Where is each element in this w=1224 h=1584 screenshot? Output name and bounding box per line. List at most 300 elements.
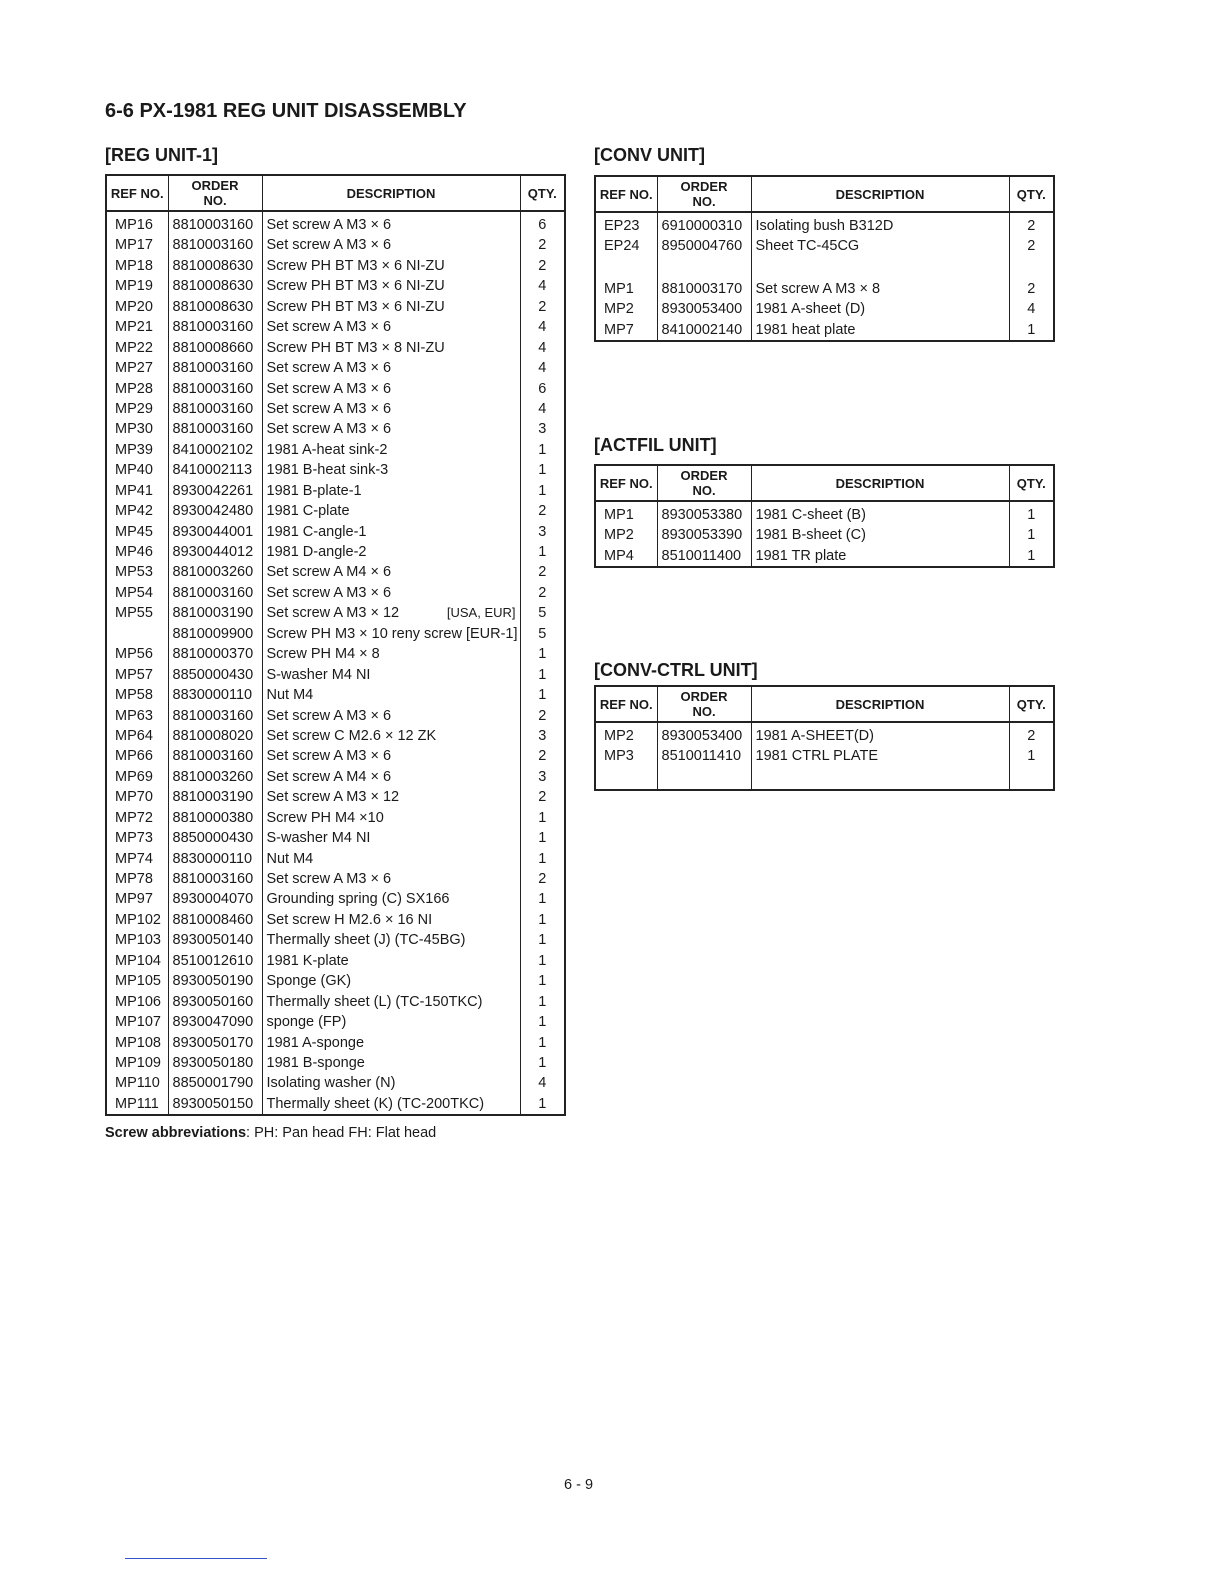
actfil-unit-table [594,464,1055,568]
order-no-header: ORDER NO. [657,176,751,212]
description-header: DESCRIPTION [262,175,520,211]
ref-no-cell: MP58 [106,685,168,705]
description-cell: Nut M4 [262,685,520,705]
table-row [106,235,565,255]
ref-no-cell: MP73 [106,828,168,848]
table-row [106,297,565,317]
description-cell: 1981 C-angle-1 [262,522,520,542]
description-cell: Screw PH M3 × 10 reny screw [EUR-1] [262,624,520,644]
table-row [595,501,1054,525]
screw-note-label: Screw abbreviations [105,1125,247,1141]
order-no-cell: 8930044001 [168,522,262,542]
table-row [106,849,565,869]
order-no-cell: 8810003160 [168,399,262,419]
ref-no-cell: MP3 [595,746,657,766]
table-row [106,603,565,623]
table-row [595,746,1054,766]
order-no-cell: 8410002113 [168,460,262,480]
ref-no-cell: MP40 [106,460,168,480]
table-row [595,279,1054,299]
table-row [106,583,565,603]
description-cell: 1981 heat plate [751,320,1009,341]
table-header [595,176,1054,212]
order-no-header: ORDER NO. [657,686,751,722]
qty-cell: 1 [1009,501,1054,525]
qty-cell: 1 [520,910,565,930]
order-no-cell: 8410002102 [168,440,262,460]
ref-no-cell: MP107 [106,1012,168,1032]
ref-no-cell: MP2 [595,722,657,746]
description-cell: 1981 A-SHEET(D) [751,722,1009,746]
order-no-cell: 8810003160 [168,583,262,603]
qty-cell: 2 [520,869,565,889]
order-no-cell: 8930050190 [168,971,262,991]
order-no-cell: 8810003190 [168,787,262,807]
order-no-cell: 8810003260 [168,562,262,582]
qty-cell: 4 [520,399,565,419]
ref-no-cell: MP18 [106,256,168,276]
order-no-cell: 8810009900 [168,624,262,644]
actfil-unit-title: [ACTFIL UNIT] [594,435,717,455]
qty-cell: 6 [520,211,565,235]
qty-cell: 4 [520,276,565,296]
order-no-cell: 8930050160 [168,992,262,1012]
qty-cell: 2 [1009,236,1054,256]
qty-cell: 1 [520,665,565,685]
qty-cell: 3 [520,726,565,746]
description-cell: Screw PH BT M3 × 6 NI-ZU [262,276,520,296]
qty-header: QTY. [520,175,565,211]
description-cell: 1981 D-angle-2 [262,542,520,562]
order-no-cell: 8810008460 [168,910,262,930]
qty-cell: 4 [520,338,565,358]
qty-cell: 2 [520,256,565,276]
table-row [106,440,565,460]
qty-cell: 4 [520,317,565,337]
ref-no-cell: MP104 [106,951,168,971]
conv-unit-rows [595,212,1054,341]
order-no-cell: 8810008660 [168,338,262,358]
description-header: DESCRIPTION [751,176,1009,212]
description-cell: Nut M4 [262,849,520,869]
order-no-cell: 8810003160 [168,746,262,766]
description-cell: 1981 A-heat sink-2 [262,440,520,460]
qty-cell [1009,257,1054,279]
table-row [106,910,565,930]
description-cell: Isolating bush B312D [751,212,1009,236]
description-cell: Set screw A M4 × 6 [262,562,520,582]
order-no-header: ORDER NO. [168,175,262,211]
ref-no-cell: MP30 [106,419,168,439]
description-cell: 1981 K-plate [262,951,520,971]
ref-no-cell: MP66 [106,746,168,766]
table-row [106,828,565,848]
description-cell: Set screw A M3 × 12 [262,787,520,807]
screw-abbreviations-note [105,1125,436,1141]
qty-cell: 1 [1009,320,1054,341]
description-cell: Set screw A M3 × 6 [262,317,520,337]
ref-no-header: REF NO. [595,465,657,501]
qty-cell: 1 [520,1033,565,1053]
order-no-cell: 8810003170 [657,279,751,299]
order-no-cell: 8930047090 [168,1012,262,1032]
description-cell: 1981 B-plate-1 [262,481,520,501]
table-row [106,1012,565,1032]
order-no-cell: 8830000110 [168,849,262,869]
order-no-cell: 8810003260 [168,767,262,787]
ref-no-cell: MP21 [106,317,168,337]
ref-no-cell: MP39 [106,440,168,460]
ref-no-cell: MP63 [106,706,168,726]
description-cell: Thermally sheet (J) (TC-45BG) [262,930,520,950]
table-row [106,706,565,726]
reg-unit-title: [REG UNIT-1] [105,145,219,165]
ref-no-header: REF NO. [595,176,657,212]
order-no-cell: 8930050180 [168,1053,262,1073]
reg-unit-rows [106,211,565,1115]
ref-no-cell: MP7 [595,320,657,341]
description-cell: Set screw C M2.6 × 12 ZK [262,726,520,746]
ref-no-cell: MP56 [106,644,168,664]
qty-cell: 1 [520,1094,565,1115]
table-row [106,211,565,235]
description-header: DESCRIPTION [751,465,1009,501]
ref-no-cell: MP20 [106,297,168,317]
description-cell: Thermally sheet (L) (TC-150TKC) [262,992,520,1012]
order-no-cell: 8830000110 [168,685,262,705]
table-row [106,951,565,971]
table-row [595,546,1054,567]
description-cell: S-washer M4 NI [262,665,520,685]
table-row [595,257,1054,279]
description-cell [751,767,1009,790]
description-cell: sponge (FP) [262,1012,520,1032]
table-row [106,930,565,950]
page-title: 6-6 PX-1981 REG UNIT DISASSEMBLY [105,100,467,122]
table-row [106,399,565,419]
table-row [106,338,565,358]
conv-ctrl-unit-rows [595,722,1054,790]
description-cell: Set screw A M3 × 6 [262,706,520,726]
order-no-cell: 8930044012 [168,542,262,562]
description-cell: 1981 A-sponge [262,1033,520,1053]
qty-cell: 1 [520,481,565,501]
order-no-cell: 8510011410 [657,746,751,766]
order-no-cell: 8810000370 [168,644,262,664]
qty-header: QTY. [1009,176,1054,212]
table-row [106,644,565,664]
table-row [106,726,565,746]
description-header: DESCRIPTION [751,686,1009,722]
table-row [106,665,565,685]
ref-no-cell: MP42 [106,501,168,521]
order-no-cell: 8850001790 [168,1073,262,1093]
ref-no-cell: MP46 [106,542,168,562]
qty-cell: 4 [520,358,565,378]
table-row [106,276,565,296]
description-cell: Set screw A M3 × 6 [262,379,520,399]
qty-cell: 1 [520,889,565,909]
qty-cell: 1 [520,440,565,460]
table-row [595,320,1054,341]
ref-no-cell: MP1 [595,279,657,299]
qty-cell: 1 [520,992,565,1012]
ref-no-cell: MP110 [106,1073,168,1093]
table-row [106,746,565,766]
order-no-cell: 8930053380 [657,501,751,525]
table-row [595,212,1054,236]
screw-note-text: : PH: Pan head FH: Flat head [246,1125,437,1141]
order-no-cell: 8930053390 [657,525,751,545]
table-row [106,1033,565,1053]
description-cell: Set screw A M3 × 6 [262,235,520,255]
qty-cell: 1 [520,1053,565,1073]
qty-cell: 1 [520,849,565,869]
description-cell: Set screw A M3 × 8 [751,279,1009,299]
ref-no-cell: MP64 [106,726,168,746]
description-cell: Screw PH M4 × 8 [262,644,520,664]
ref-no-cell: MP53 [106,562,168,582]
description-cell: 1981 B-sheet (C) [751,525,1009,545]
description-cell: Screw PH M4 ×10 [262,808,520,828]
qty-cell: 1 [520,542,565,562]
qty-cell: 1 [520,808,565,828]
ref-no-cell: MP4 [595,546,657,567]
ref-no-cell: MP1 [595,501,657,525]
order-no-cell: 8930050140 [168,930,262,950]
qty-cell: 2 [1009,722,1054,746]
table-header [595,686,1054,722]
qty-cell: 1 [520,685,565,705]
ref-no-cell: MP54 [106,583,168,603]
qty-cell: 1 [520,971,565,991]
order-no-cell: 8810003160 [168,706,262,726]
description-cell: Set screw A M3 × 6 [262,869,520,889]
table-header [595,465,1054,501]
ref-no-cell: MP105 [106,971,168,991]
order-no-cell: 8810003160 [168,379,262,399]
order-no-cell: 8810008630 [168,256,262,276]
qty-cell: 3 [520,419,565,439]
reg-unit-table [105,174,566,1116]
table-row [106,562,565,582]
qty-cell: 2 [520,235,565,255]
table-row [106,1073,565,1093]
table-row [106,971,565,991]
conv-ctrl-unit-title: [CONV-CTRL UNIT] [594,660,758,680]
table-row [595,722,1054,746]
order-no-cell: 8810008020 [168,726,262,746]
qty-header: QTY. [1009,465,1054,501]
footer-link-line [125,1558,267,1559]
page-number: 6 - 9 [564,1477,594,1493]
ref-no-cell: MP70 [106,787,168,807]
description-cell [751,257,1009,279]
table-row [106,808,565,828]
ref-no-cell: MP72 [106,808,168,828]
ref-no-cell: MP55 [106,603,168,623]
description-cell: Set screw A M3 × 12 [USA, EUR] [262,603,520,623]
description-cell: Sheet TC-45CG [751,236,1009,256]
order-no-cell: 8930050170 [168,1033,262,1053]
order-no-cell: 8850000430 [168,828,262,848]
qty-cell [1009,767,1054,790]
description-cell: Isolating washer (N) [262,1073,520,1093]
description-cell: 1981 B-sponge [262,1053,520,1073]
qty-cell: 4 [1009,299,1054,319]
ref-no-cell: MP41 [106,481,168,501]
description-cell: 1981 B-heat sink-3 [262,460,520,480]
ref-no-cell: MP111 [106,1094,168,1115]
description-cell: Set screw A M4 × 6 [262,767,520,787]
order-no-cell: 8850000430 [168,665,262,685]
description-cell: Set screw A M3 × 6 [262,358,520,378]
qty-cell: 1 [1009,546,1054,567]
order-no-cell: 8510012610 [168,951,262,971]
order-no-cell: 8810003160 [168,869,262,889]
ref-no-cell: MP57 [106,665,168,685]
table-row [106,1053,565,1073]
description-cell: S-washer M4 NI [262,828,520,848]
ref-no-cell: MP22 [106,338,168,358]
order-no-cell: 8930004070 [168,889,262,909]
qty-cell: 4 [520,1073,565,1093]
table-row [106,889,565,909]
order-no-cell: 8950004760 [657,236,751,256]
table-row [106,481,565,501]
order-no-cell: 8930042480 [168,501,262,521]
order-no-cell: 8810003160 [168,358,262,378]
order-no-cell: 8510011400 [657,546,751,567]
description-cell: 1981 TR plate [751,546,1009,567]
qty-cell: 6 [520,379,565,399]
order-no-cell: 8930053400 [657,299,751,319]
table-row [106,869,565,889]
ref-no-cell: MP17 [106,235,168,255]
description-cell: Set screw A M3 × 6 [262,746,520,766]
table-row [106,460,565,480]
ref-no-cell: MP29 [106,399,168,419]
table-row [106,501,565,521]
order-no-cell: 8410002140 [657,320,751,341]
order-no-cell: 8810003160 [168,211,262,235]
ref-no-header: REF NO. [595,686,657,722]
qty-cell: 2 [520,501,565,521]
description-cell: Set screw A M3 × 6 [262,419,520,439]
order-no-cell [657,767,751,790]
ref-no-cell: MP106 [106,992,168,1012]
description-cell: Set screw A M3 × 6 [262,399,520,419]
ref-no-cell: MP27 [106,358,168,378]
conv-unit-title: [CONV UNIT] [594,145,705,165]
ref-no-cell: EP24 [595,236,657,256]
qty-cell: 3 [520,767,565,787]
ref-no-cell [106,624,168,644]
order-no-cell: 8930042261 [168,481,262,501]
ref-no-cell: MP69 [106,767,168,787]
table-row [595,525,1054,545]
ref-no-cell: EP23 [595,212,657,236]
description-cell: 1981 A-sheet (D) [751,299,1009,319]
order-no-cell: 8810003160 [168,235,262,255]
table-row [106,1094,565,1115]
qty-cell: 2 [1009,279,1054,299]
ref-no-cell: MP102 [106,910,168,930]
order-no-cell: 8810003160 [168,317,262,337]
description-cell: Screw PH BT M3 × 6 NI-ZU [262,256,520,276]
table-row [106,992,565,1012]
qty-cell: 1 [520,460,565,480]
table-row [106,358,565,378]
table-header [106,175,565,211]
ref-no-cell: MP19 [106,276,168,296]
table-row [595,236,1054,256]
description-cell: Screw PH BT M3 × 6 NI-ZU [262,297,520,317]
order-no-cell: 8810008630 [168,276,262,296]
ref-no-cell: MP97 [106,889,168,909]
table-row [106,767,565,787]
qty-cell: 2 [520,706,565,726]
description-cell: Set screw H M2.6 × 16 NI [262,910,520,930]
description-cell: Grounding spring (C) SX166 [262,889,520,909]
description-cell: Set screw A M3 × 6 [262,583,520,603]
table-row [106,542,565,562]
order-no-cell: 8930050150 [168,1094,262,1115]
ref-no-header: REF NO. [106,175,168,211]
ref-no-cell: MP78 [106,869,168,889]
qty-cell: 1 [1009,525,1054,545]
table-row [595,767,1054,790]
qty-cell: 5 [520,624,565,644]
order-no-cell: 6910000310 [657,212,751,236]
table-row [106,379,565,399]
qty-cell: 2 [520,583,565,603]
order-no-cell: 8810000380 [168,808,262,828]
description-cell: Thermally sheet (K) (TC-200TKC) [262,1094,520,1115]
table-row [106,256,565,276]
order-no-cell [657,257,751,279]
qty-cell: 1 [520,930,565,950]
order-no-cell: 8810003190 [168,603,262,623]
ref-no-cell [595,767,657,790]
qty-cell: 2 [1009,212,1054,236]
table-row [595,299,1054,319]
qty-cell: 2 [520,787,565,807]
ref-no-cell: MP103 [106,930,168,950]
table-row [106,317,565,337]
description-cell: Screw PH BT M3 × 8 NI-ZU [262,338,520,358]
qty-cell: 5 [520,603,565,623]
ref-no-cell: MP2 [595,299,657,319]
description-cell: 1981 CTRL PLATE [751,746,1009,766]
ref-no-cell: MP2 [595,525,657,545]
ref-no-cell: MP16 [106,211,168,235]
description-cell: Sponge (GK) [262,971,520,991]
table-row [106,419,565,439]
region-note: [USA, EUR] [446,605,516,621]
ref-no-cell [595,257,657,279]
ref-no-cell: MP45 [106,522,168,542]
actfil-unit-rows [595,501,1054,567]
qty-cell: 2 [520,297,565,317]
ref-no-cell: MP108 [106,1033,168,1053]
ref-no-cell: MP109 [106,1053,168,1073]
description-cell: 1981 C-sheet (B) [751,501,1009,525]
conv-unit-table [594,175,1055,342]
order-no-header: ORDER NO. [657,465,751,501]
ref-no-cell: MP28 [106,379,168,399]
order-no-cell: 8810003160 [168,419,262,439]
